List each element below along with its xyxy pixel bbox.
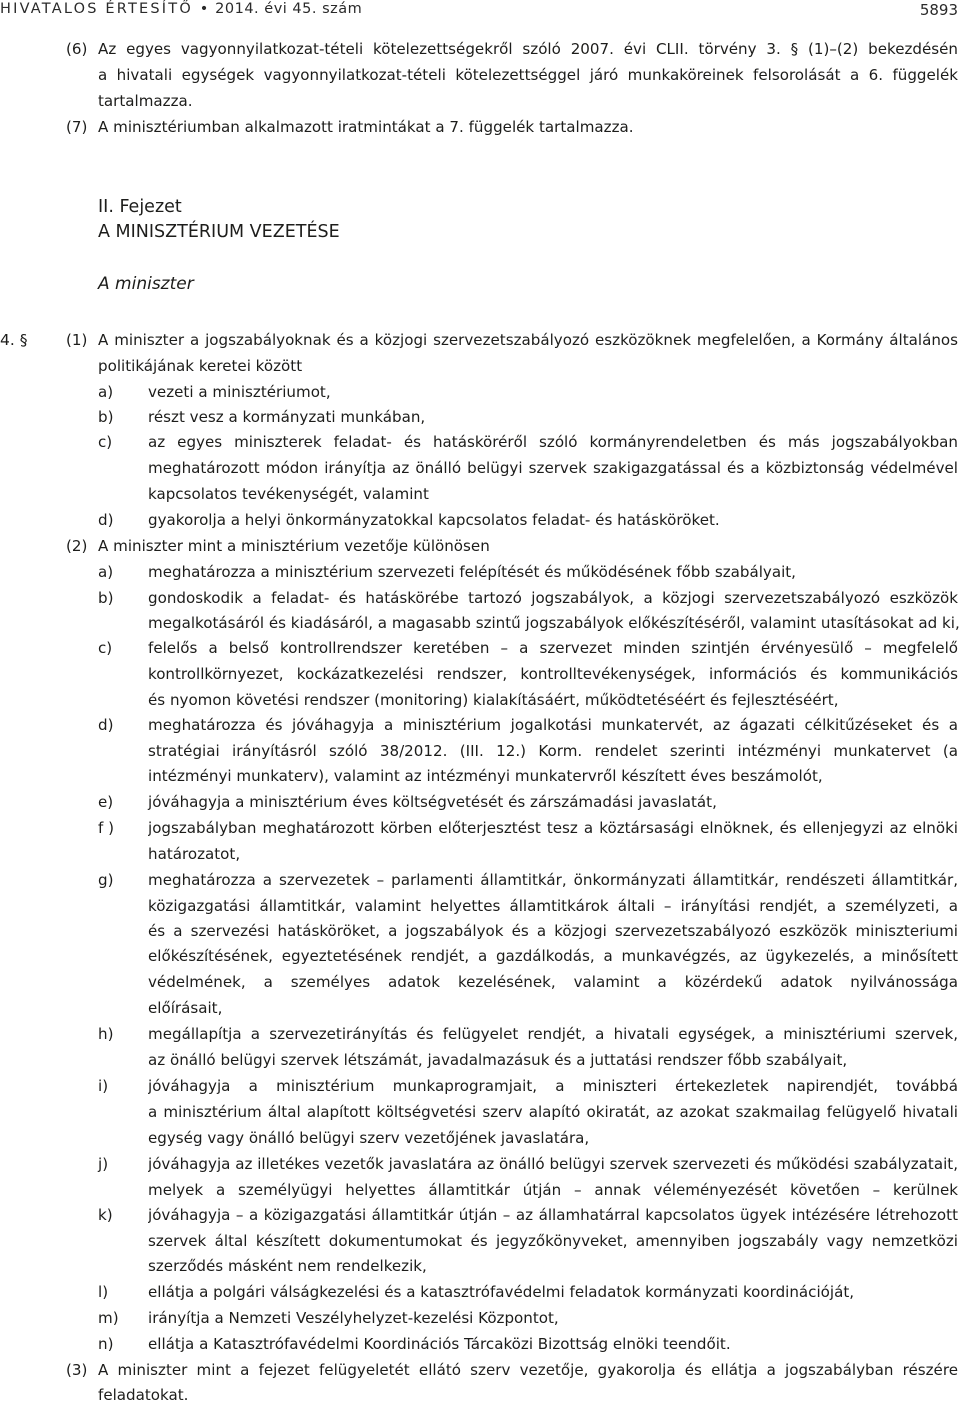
- text-line: az egyes miniszterek feladat- és hatásköréről szóló kormányrendeletben és más jogszabályokban: [148, 433, 958, 451]
- text-line: előkészítésének, egyeztetésének rendjét, a gazdálkodás, a munkavégzés, az ügykezelés, a minősített: [148, 947, 958, 965]
- text-line: a minisztérium által alapított költségvetési szerv alapító okiratát, az azokat szakmailag felügyelő hivatali: [148, 1103, 958, 1121]
- text-line: a hivatali egységek vagyonnyilatkozat-tételi kötelezettséggel járó munkaköreinek felsorolását a 6. függelék: [98, 66, 958, 84]
- text-line: kapcsolatos tevékenységét, valamint: [148, 485, 429, 503]
- text-line: A miniszter a jogszabályoknak és a közjogi szervezetszabályozó eszközöknek megfelelően, a Kormány általános: [98, 331, 958, 349]
- item-letter: c): [98, 639, 113, 657]
- paragraph-number: (2): [66, 537, 88, 555]
- text-line: tartalmazza.: [98, 92, 193, 110]
- text-line: felelős a belső kontrollrendszer keretében – a szervezet minden szintjén érvényesülő – megfelelő: [148, 639, 958, 657]
- item-letter: f ): [98, 819, 115, 837]
- item-letter: j): [98, 1155, 109, 1173]
- item-letter: e): [98, 793, 114, 811]
- text-line: határozatot,: [148, 845, 241, 863]
- text-line: gondoskodik a feladat- és hatáskörébe tartozó jogszabályok, a közjogi szervezetszabályozó eszközök: [148, 589, 958, 607]
- text-line: meghatározza és jóváhagyja a minisztérium jogalkotási munkatervét, az ágazati célkitűzéseket és a: [148, 716, 958, 734]
- text-line: védelmének, a személyes adatok kezelésének, valamint a közérdekű adatok nyilvánossága: [148, 973, 958, 991]
- item-letter: c): [98, 433, 113, 451]
- text-line: stratégiai irányításról szóló 38/2012. (III. 12.) Korm. rendelet szerinti intézményi munkatervet (a: [148, 742, 958, 760]
- item-letter: l): [98, 1283, 109, 1301]
- item-letter: b): [98, 408, 114, 426]
- text-line: A miniszter mint a fejezet felügyeletét ellátó szerv vezetője, gyakorolja és ellátja a jogszabályban részére: [98, 1361, 958, 1379]
- page-number: 5893: [919, 1, 958, 19]
- item-letter: i): [98, 1077, 109, 1095]
- issue-label: 2014. évi 45. szám: [215, 1, 363, 17]
- text-line: jóváhagyja – a közigazgatási államtitkár útján – az államhatárral kapcsolatos ügyek intézésére létrehozott: [148, 1206, 958, 1224]
- text-line: meghatározott módon irányítja az önálló belügyi szervek szakigazgatással és a közbiztonság védelmével: [148, 459, 958, 477]
- text-line: jogszabályban meghatározott körben előterjesztést tesz a köztársasági elnöknek, és ellenjegyzi az elnöki: [148, 819, 958, 837]
- item-letter: k): [98, 1206, 113, 1224]
- text-line: Az egyes vagyonnyilatkozat-tételi kötelezettségekről szóló 2007. évi CLII. törvény 3. § (1)–(2) bekezdésén: [98, 40, 958, 58]
- text-line: A miniszter mint a minisztérium vezetője különösen: [98, 537, 490, 555]
- item-letter: n): [98, 1335, 114, 1353]
- paragraph-number: (6): [66, 40, 88, 58]
- text-line: ellátja a polgári válságkezelési és a katasztrófavédelmi feladatok kormányzati koordinációját,: [148, 1283, 855, 1301]
- item-letter: m): [98, 1309, 119, 1327]
- text-line: kontrollkörnyezet, kockázatkezelési rendszer, kontrolltevékenységek, információs és kommunikációs: [148, 665, 958, 683]
- text-line: és a szervezési hatásköröket, a jogszabályok és a közjogi szervezetszabályozó eszközök miniszteriumi: [148, 922, 958, 940]
- text-line: jóváhagyja a minisztérium munkaprogramjait, a miniszteri értekezletek napirendjét, továbbá: [148, 1077, 958, 1095]
- text-line: irányítja a Nemzeti Veszélyhelyzet-kezelési Központot,: [148, 1309, 559, 1327]
- item-letter: d): [98, 511, 114, 529]
- publication-header: [0, 1, 362, 17]
- text-line: megalkotásáról és kiadásáról, a magasabb szintű jogszabályok előkészítéséről, valamint utasításokat ad ki,: [148, 614, 960, 632]
- paragraph-number: (1): [66, 331, 88, 349]
- paragraph-number: (3): [66, 1361, 88, 1379]
- text-line: intézményi munkaterv), valamint az intézményi munkatervről készített éves beszámolót,: [148, 767, 823, 785]
- text-line: meghatározza a minisztérium szervezeti felépítését és működésének főbb szabályait,: [148, 563, 796, 581]
- text-line: meghatározza a szervezetek – parlamenti államtitkár, önkormányzati államtitkár, rendészeti államtitkár,: [148, 871, 958, 889]
- running-header: [0, 0, 960, 22]
- section-marker: 4. §: [0, 331, 28, 349]
- text-line: politikájának keretei között: [98, 357, 303, 375]
- item-letter: h): [98, 1025, 114, 1043]
- text-line: ellátja a Katasztrófavédelmi Koordinációs Tárcaközi Bizottság elnöki teendőit.: [148, 1335, 731, 1353]
- text-line: egység vagy önálló belügyi szerv vezetőjének javaslatára,: [148, 1129, 590, 1147]
- text-line: feladatokat.: [98, 1386, 189, 1404]
- item-letter: b): [98, 589, 114, 607]
- text-line: részt vesz a kormányzati munkában,: [148, 408, 426, 426]
- item-letter: g): [98, 871, 114, 889]
- text-line: vezeti a minisztériumot,: [148, 383, 331, 401]
- text-line: jóváhagyja a minisztérium éves költségvetését és zárszámadási javaslatát,: [148, 793, 717, 811]
- text-line: előírásait,: [148, 999, 223, 1017]
- text-line: és nyomon követési rendszer (monitoring) kialakításáért, működtetéséért és fejlesztéséért,: [148, 691, 839, 709]
- text-line: szervek által készített dokumentumokat és jegyzőkönyveket, amennyiben jogszabály vagy nemzetközi: [148, 1232, 958, 1250]
- text-line: az önálló belügyi szervek létszámát, javadalmazásuk és a juttatási rendszer főbb szabályait,: [148, 1051, 848, 1069]
- text-line: jóváhagyja az illetékes vezetők javaslatára az önálló belügyi szervek szervezeti és működési szabályzatait,: [148, 1155, 958, 1173]
- text-line: közigazgatási államtitkár, valamint helyettes államtitkárok általi – irányítási rendjét, a személyzeti, a: [148, 897, 958, 915]
- chapter-number: II. Fejezet: [98, 197, 182, 217]
- item-letter: a): [98, 563, 114, 581]
- text-line: melyek a személyügyi helyettes államtitkár útján – annak véleményezését követően – kerülnek: [148, 1181, 958, 1199]
- publication-title: HIVATALOS ÉRTESÍTŐ: [0, 1, 193, 17]
- text-line: megállapítja a szervezetirányítás és felügyelet rendjét, a hivatali egységek, a minisztériumi szervek,: [148, 1025, 958, 1043]
- paragraph-number: (7): [66, 118, 88, 136]
- chapter-title: A MINISZTÉRIUM VEZETÉSE: [98, 222, 340, 242]
- item-letter: d): [98, 716, 114, 734]
- text-line: szerződés másként nem rendelkezik,: [148, 1257, 427, 1275]
- text-line: A minisztériumban alkalmazott iratmintákat a 7. függelék tartalmazza.: [98, 118, 634, 136]
- text-line: gyakorolja a helyi önkormányzatokkal kapcsolatos feladat- és hatásköröket.: [148, 511, 720, 529]
- chapter-subtitle: A miniszter: [98, 274, 194, 294]
- item-letter: a): [98, 383, 114, 401]
- header-separator: •: [199, 1, 209, 17]
